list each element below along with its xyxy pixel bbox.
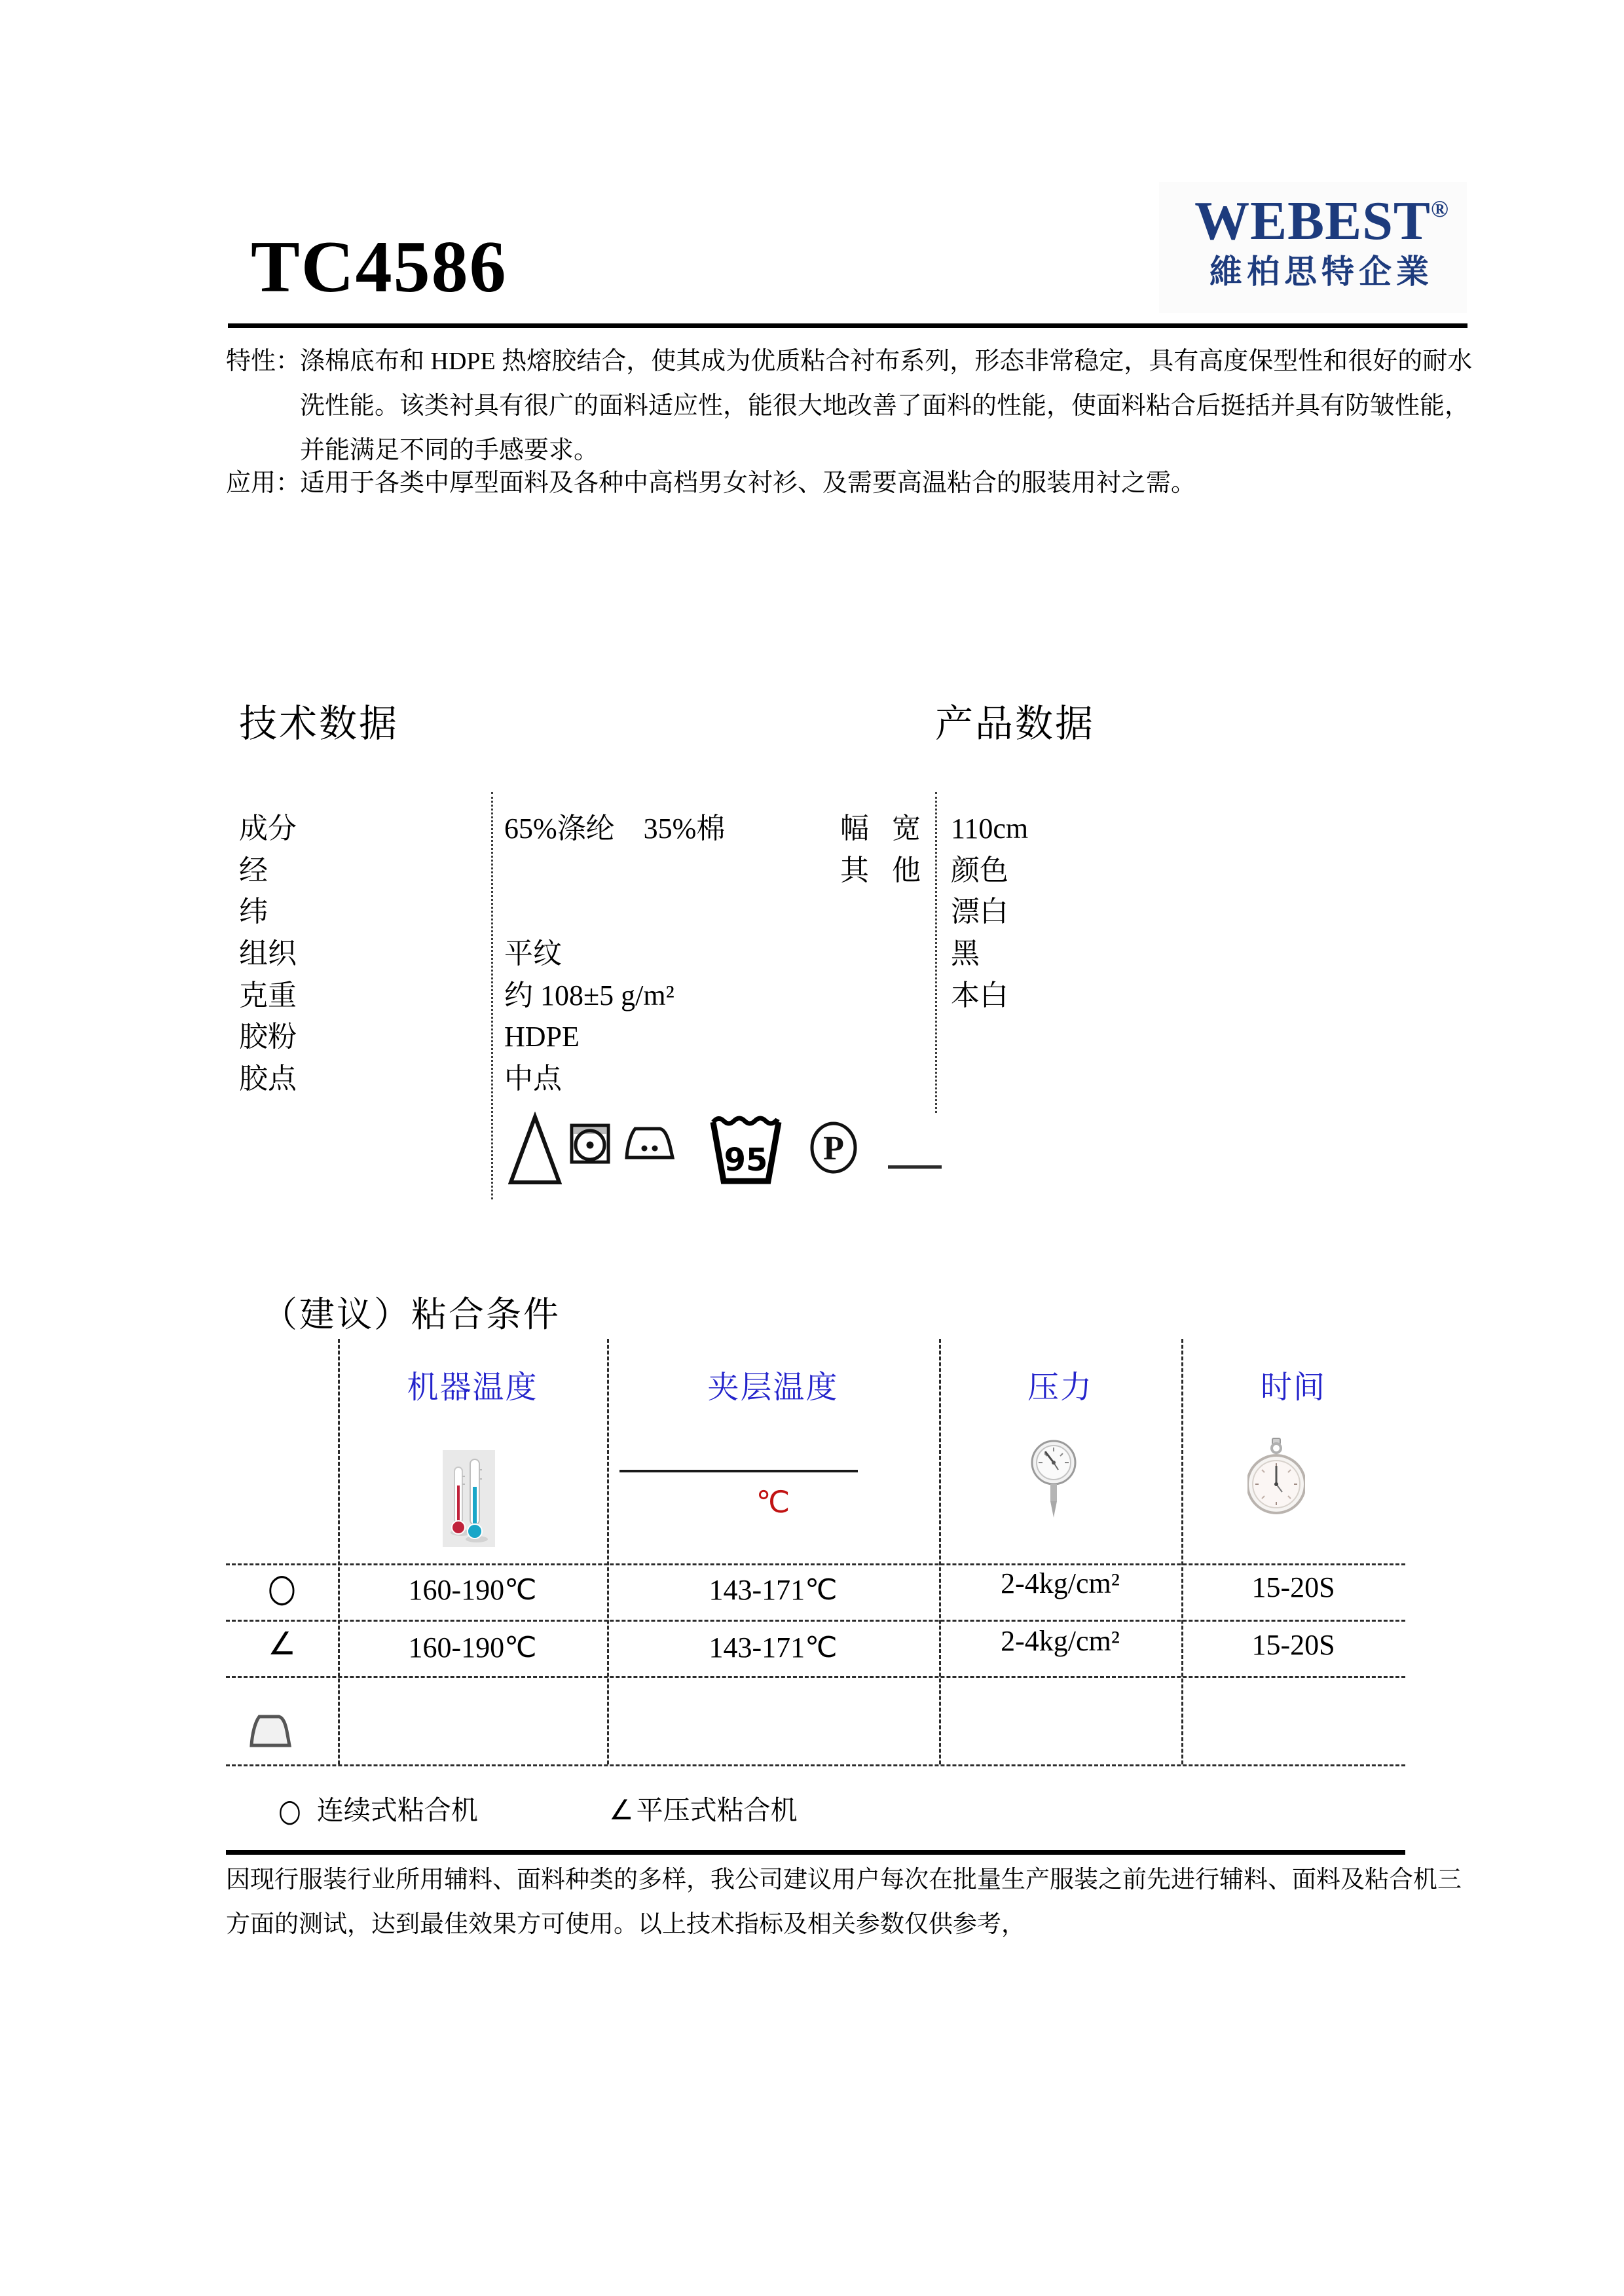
product-value-color: 颜色 bbox=[951, 854, 1008, 886]
row2-pressure: 2-4kg/cm² bbox=[1001, 1625, 1120, 1657]
pressure-gauge-icon bbox=[1030, 1434, 1077, 1522]
footer-line-2: 方面的测试，达到最佳效果方可使用。以上技术指标及相关参数仅供参考， bbox=[226, 1911, 1025, 1938]
col-header-time: 时间 bbox=[1260, 1370, 1326, 1405]
bleach-triangle-icon bbox=[508, 1112, 562, 1186]
tech-label-adhesive: 胶粉 bbox=[239, 1021, 297, 1053]
col-header-pressure: 压力 bbox=[1027, 1370, 1093, 1405]
application-label: 应用： bbox=[226, 469, 301, 497]
tech-label-composition: 成分 bbox=[239, 812, 297, 845]
product-value-width: 110cm bbox=[951, 812, 1029, 845]
feature-line-1: 涤棉底布和 HDPE 热熔胶结合，使其成为优质粘合衬布系列，形态非常稳定，具有高度保型性和很好的耐水 bbox=[300, 348, 1473, 375]
tech-label-warp: 经 bbox=[239, 854, 268, 886]
dry-clean-p-icon bbox=[809, 1121, 858, 1175]
product-data-heading: 产品数据 bbox=[935, 702, 1096, 745]
tech-label-dot: 胶点 bbox=[239, 1063, 297, 1095]
row1-machine-temp: 160-190℃ bbox=[408, 1574, 537, 1606]
bonding-row-line-3 bbox=[226, 1676, 1405, 1678]
tech-table-divider-right bbox=[935, 792, 937, 1113]
page-title: TC4586 bbox=[251, 227, 507, 308]
tech-value-dot: 中点 bbox=[504, 1063, 562, 1095]
dry-clean-letter: P bbox=[823, 1130, 844, 1167]
tech-table-divider-left bbox=[491, 792, 493, 1199]
product-value-black: 黑 bbox=[951, 938, 980, 970]
angle-icon: ∠ bbox=[267, 1626, 297, 1662]
application-text: 适用于各类中厚型面料及各种中高档男女衬衫、及需要高温粘合的服装用衬之需。 bbox=[300, 469, 1196, 497]
tech-value-weave: 平纹 bbox=[504, 938, 562, 970]
legend-continuous-label: 连续式粘合机 bbox=[316, 1795, 478, 1825]
product-label-width: 幅 宽 bbox=[840, 812, 929, 845]
row1-time: 15-20S bbox=[1251, 1571, 1335, 1603]
legend-continuous bbox=[278, 1789, 478, 1827]
header-rule bbox=[228, 323, 1467, 328]
thermometer-icon bbox=[443, 1450, 495, 1547]
celsius-label: ℃ bbox=[756, 1484, 790, 1520]
col-header-interlayer-temp: 夹层温度 bbox=[707, 1370, 839, 1405]
feature-line-3: 并能满足不同的手感要求。 bbox=[300, 437, 599, 464]
legend-flat-press bbox=[609, 1789, 798, 1827]
circle-icon: ○ bbox=[278, 1793, 301, 1829]
bonding-row-line-4 bbox=[226, 1764, 1405, 1766]
col-header-machine-temp: 机器温度 bbox=[407, 1370, 538, 1405]
product-value-bleached: 漂白 bbox=[951, 896, 1008, 928]
bonding-table bbox=[226, 1339, 1405, 1766]
feature-line-2: 洗性能。该类衬具有很广的面料适应性，能很大地改善了面料的性能，使面料粘合后挺括并具有防皱性能， bbox=[300, 392, 1470, 420]
logo-wordmark bbox=[1179, 191, 1464, 251]
line-icon bbox=[888, 1165, 942, 1169]
feature-label: 特性： bbox=[226, 348, 301, 375]
tech-value-composition: 65%涤纶 35%棉 bbox=[504, 812, 726, 845]
legend-flat-press-label: 平压式粘合机 bbox=[636, 1795, 798, 1825]
angle-icon: ∠ bbox=[609, 1794, 634, 1826]
footer-line-1: 因现行服装行业所用辅料、面料种类的多样，我公司建议用户每次在批量生产服装之前先进行辅料、面料及粘合机三 bbox=[226, 1867, 1462, 1893]
registered-mark-icon: ® bbox=[1430, 196, 1449, 222]
row1-interlayer-temp: 143-171℃ bbox=[709, 1574, 838, 1606]
row2-machine-temp: 160-190℃ bbox=[408, 1631, 537, 1664]
bonding-row-line-2 bbox=[226, 1620, 1405, 1622]
circle-icon: ○ bbox=[267, 1565, 297, 1611]
row2-machine-type-icon bbox=[226, 1628, 338, 1660]
company-logo bbox=[1179, 191, 1464, 290]
tech-data-heading: 技术数据 bbox=[239, 702, 399, 745]
tech-value-adhesive: HDPE bbox=[504, 1021, 580, 1053]
row2-time: 15-20S bbox=[1251, 1629, 1335, 1661]
bonding-conditions-heading: （建议）粘合条件 bbox=[262, 1295, 561, 1334]
bonding-row-line-1 bbox=[226, 1563, 1405, 1565]
wash-temp-label: 95 bbox=[724, 1142, 768, 1178]
row2-interlayer-temp: 143-171℃ bbox=[709, 1631, 838, 1664]
row1-machine-type-icon bbox=[226, 1565, 338, 1611]
iron-machine-icon bbox=[248, 1710, 293, 1755]
product-value-natural: 本白 bbox=[951, 979, 1008, 1011]
logo-text: WEBEST bbox=[1194, 191, 1431, 251]
product-label-other: 其 他 bbox=[840, 854, 929, 886]
iron-icon bbox=[621, 1123, 678, 1164]
tech-label-weft: 纬 bbox=[239, 896, 268, 928]
tech-value-weight: 约 108±5 g/m² bbox=[504, 979, 674, 1011]
tech-label-weight: 克重 bbox=[239, 979, 297, 1011]
row1-pressure: 2-4kg/cm² bbox=[1001, 1567, 1120, 1599]
logo-subtitle: 維柏思特企業 bbox=[1209, 253, 1433, 290]
tumble-dry-icon bbox=[568, 1122, 612, 1165]
celsius-line bbox=[619, 1470, 858, 1472]
stopwatch-icon bbox=[1247, 1437, 1305, 1516]
tech-label-weave: 组织 bbox=[239, 938, 297, 970]
wash-95-icon bbox=[710, 1112, 782, 1189]
footer-rule bbox=[226, 1850, 1405, 1855]
